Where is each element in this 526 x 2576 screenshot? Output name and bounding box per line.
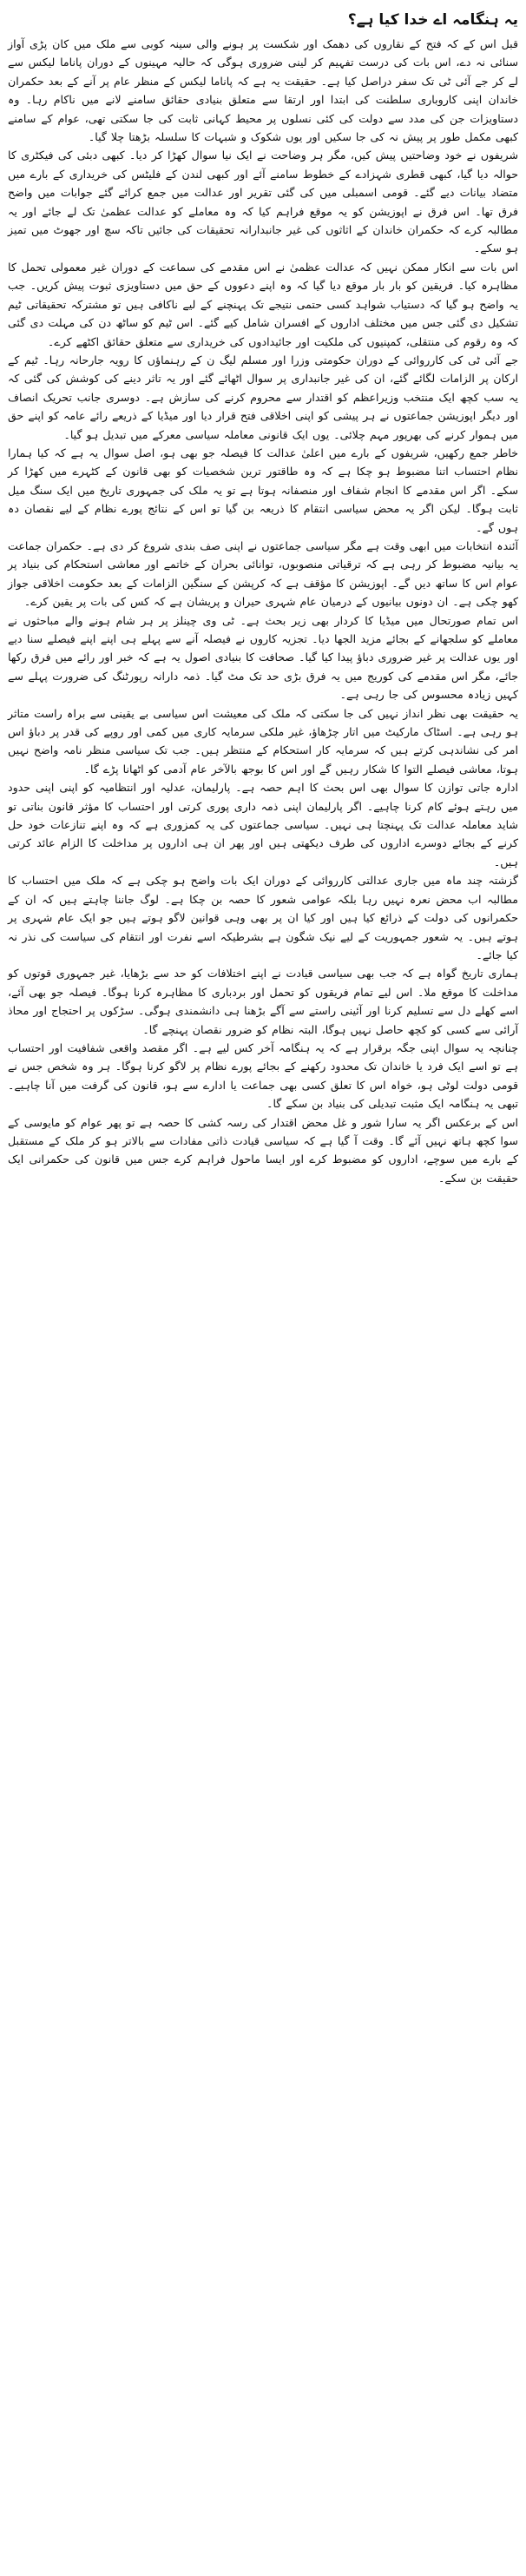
paragraph: یہ حقیقت بھی نظر انداز نہیں کی جا سکتی کہ ملک کی معیشت اس سیاسی بے یقینی سے براہ راست متاثر ہو رہی ہے۔ اسٹاک مارکیٹ میں اتار چڑھاؤ، غیر ملکی سرمایہ کاری میں کمی اور روپے کی قدر پر دباؤ اس امر کی نشاندہی کرتے ہیں کہ سرمایہ کار استحکام کے منتظر ہیں۔ جب تک سیاسی منظر نامہ واضح نہیں ہوتا، معاشی فیصلے التوا کا شکار رہیں گے اور اس کا بوجھ بالآخر عام آدمی کو اٹھانا پڑے گا۔ [8, 706, 518, 776]
paragraph: ادارہ جاتی توازن کا سوال بھی اس بحث کا اہم حصہ ہے۔ پارلیمان، عدلیہ اور انتظامیہ کو اپنی اپنی حدود میں رہتے ہوئے کام کرنا چاہیے۔ اگر پارلیمان اپنی ذمہ داری پوری کرتی اور احتساب کا مؤثر قانون بناتی تو شاید معاملہ عدالت تک پہنچتا ہی نہیں۔ سیاسی جماعتوں کی یہ کمزوری ہے کہ وہ اپنے تنازعات خود حل کرنے کے بجائے دوسرے اداروں کی طرف دیکھتی ہیں اور پھر ان ہی اداروں پر مداخلت کا الزام عائد کرتی ہیں۔ [8, 781, 518, 869]
paragraph: اس کے برعکس اگر یہ سارا شور و غل محض اقتدار کی رسہ کشی کا حصہ ہے تو پھر عوام کو مایوسی کے سوا کچھ ہاتھ نہیں آئے گا۔ وقت آ گیا ہے کہ سیاسی قیادت ذاتی مفادات سے بالاتر ہو کر ملک کے مستقبل کے بارے میں سوچے، اداروں کو مضبوط کرے اور ایسا ماحول فراہم کرے جس میں قانون کی حکمرانی ایک حقیقت بن سکے۔ [8, 1115, 518, 1185]
paragraph: اس بات سے انکار ممکن نہیں کہ عدالت عظمیٰ نے اس مقدمے کی سماعت کے دوران غیر معمولی تحمل کا مظاہرہ کیا۔ فریقین کو بار بار موقع دیا گیا کہ وہ اپنے دعووں کے حق میں دستاویزی ثبوت پیش کریں۔ جب یہ واضح ہو گیا کہ دستیاب شواہد کسی حتمی نتیجے تک پہنچنے کے لیے ناکافی ہیں تو مشترکہ تحقیقاتی ٹیم تشکیل دی گئی جس میں مختلف اداروں کے افسران شامل کیے گئے۔ اس ٹیم کو ساٹھ دن کی مہلت دی گئی کہ وہ رقوم کی منتقلی، کمپنیوں کی ملکیت اور جائیدادوں کی خریداری سے متعلق حقائق اکٹھے کرے۔ [8, 260, 518, 348]
paragraph: چنانچہ یہ سوال اپنی جگہ برقرار ہے کہ یہ ہنگامہ آخر کس لیے ہے۔ اگر مقصد واقعی شفافیت اور احتساب ہے تو اسے ایک فرد یا خاندان تک محدود رکھنے کے بجائے پورے نظام پر لاگو کرنا ہوگا۔ ہر وہ شخص جس نے قومی دولت لوٹی ہو، خواہ اس کا تعلق کسی بھی جماعت یا ادارے سے ہو، قانون کی گرفت میں آنا چاہیے۔ تبھی یہ ہنگامہ ایک مثبت تبدیلی کی بنیاد بن سکے گا۔ [8, 1040, 518, 1111]
paragraph: جے آئی ٹی کی کارروائی کے دوران حکومتی وزرا اور مسلم لیگ ن کے رہنماؤں کا رویہ جارحانہ رہا۔ ٹیم کے ارکان پر الزامات لگائے گئے، ان کی غیر جانبداری پر سوال اٹھائے گئے اور یہ تاثر دینے کی کوشش کی گئی کہ یہ سب کچھ ایک منتخب وزیراعظم کو اقتدار سے محروم کرنے کی سازش ہے۔ دوسری جانب تحریک انصاف اور دیگر اپوزیشن جماعتوں نے ہر پیشی کو اپنی اخلاقی فتح قرار دیا اور میڈیا کے ذریعے رائے عامہ کو اپنے حق میں ہموار کرنے کی بھرپور مہم چلائی۔ یوں ایک قانونی معاملہ سیاسی معرکے میں تبدیل ہو گیا۔ [8, 353, 518, 441]
paragraph: خاطر جمع رکھیں، شریفوں کے بارے میں اعلیٰ عدالت کا فیصلہ جو بھی ہو، اصل سوال یہ ہے کہ کیا ہمارا نظام احتساب اتنا مضبوط ہو چکا ہے کہ وہ طاقتور ترین شخصیات کو بھی قانون کے کٹہرے میں کھڑا کر سکے۔ اگر اس مقدمے کا انجام شفاف اور منصفانہ ہوتا ہے تو یہ ملک کی جمہوری تاریخ میں ایک سنگ میل ثابت ہوگا۔ لیکن اگر یہ محض سیاسی انتقام کا ذریعہ بن گیا تو اس کے نتائج پورے نظام کے لیے نقصان دہ ہوں گے۔ [8, 446, 518, 534]
paragraph: گزشتہ چند ماہ میں جاری عدالتی کارروائی کے دوران ایک بات واضح ہو چکی ہے کہ ملک میں احتساب کا مطالبہ اب محض نعرہ نہیں رہا بلکہ عوامی شعور کا حصہ بن چکا ہے۔ لوگ جاننا چاہتے ہیں کہ ان کے حکمرانوں کی دولت کے ذرائع کیا ہیں اور کیا ان پر بھی وہی قوانین لاگو ہوتے ہیں جو ایک عام شہری پر ہوتے ہیں۔ یہ شعور جمہوریت کے لیے نیک شگون ہے بشرطیکہ اسے نفرت اور انتقام کی سیاست کی نذر نہ کیا جائے۔ [8, 874, 518, 961]
paragraph: ہماری تاریخ گواہ ہے کہ جب بھی سیاسی قیادت نے اپنے اختلافات کو حد سے بڑھایا، غیر جمہوری قوتوں کو مداخلت کا موقع ملا۔ اس لیے تمام فریقوں کو تحمل اور بردباری کا مظاہرہ کرنا ہوگا۔ فیصلہ جو بھی آئے، اسے کھلے دل سے تسلیم کرنا اور آئینی راستے سے آگے بڑھنا ہی دانشمندی ہوگی۔ سڑکوں پر احتجاج اور محاذ آرائی سے کسی کو کچھ حاصل نہیں ہوگا، البتہ نظام کو ضرور نقصان پہنچے گا۔ [8, 967, 518, 1036]
headline: یہ ہنگامہ اے خدا کیا ہے؟ [347, 11, 518, 29]
article-body [8, 35, 518, 1187]
paragraph: شریفوں نے خود وضاحتیں پیش کیں، مگر ہر وضاحت نے ایک نیا سوال کھڑا کر دیا۔ کبھی دبئی کی فیکٹری کا حوالہ دیا گیا، کبھی قطری شہزادے کے خطوط سامنے آئے اور کبھی لندن کے فلیٹس کی خریداری کے بارے میں متضاد بیانات دیے گئے۔ قومی اسمبلی میں کی گئی تقریر اور عدالت میں جمع کرائے گئے جوابات میں واضح فرق تھا۔ اس فرق نے اپوزیشن کو یہ موقع فراہم کیا کہ وہ معاملے کو عدالت عظمیٰ تک لے جائے اور یہ مطالبہ کرے کہ حکمران خاندان کے اثاثوں کی غیر جانبدارانہ تحقیقات کی جائیں تاکہ سچ اور جھوٹ میں تمیز ہو سکے۔ [8, 149, 518, 255]
paragraph: قبل اس کے کہ فتح کے نقاروں کی دھمک اور شکست پر ہونے والی سینہ کوبی سے ملک میں کان پڑی آواز سنائی نہ دے، اس بات کی درست تفہیم کر لینی ضروری ہوگی کہ حالیہ مہینوں کے دوران پاناما لیکس سے لے کر جے آئی ٹی تک سفر دراصل کیا ہے۔ حقیقت یہ ہے کہ پاناما لیکس کے منظر عام پر آنے کے بعد حکمران خاندان اپنی کاروباری سلطنت کی ابتدا اور ارتقا سے متعلق بنیادی حقائق سامنے لانے میں ناکام رہا۔ وہ دستاویزات جن کی مدد سے دولت کی کئی نسلوں پر محیط کہانی ثابت کی جا سکتی تھی، عوام کے سامنے کبھی مکمل طور پر پیش نہ کی جا سکیں اور یوں شکوک و شبہات کا سلسلہ بڑھتا چلا گیا۔ [8, 37, 518, 144]
paragraph: اس تمام صورتحال میں میڈیا کا کردار بھی زیر بحث ہے۔ ٹی وی چینلز پر ہر شام ہونے والے مباحثوں نے معاملے کو سلجھانے کے بجائے مزید الجھا دیا۔ تجزیہ کاروں نے فیصلہ آنے سے پہلے ہی اپنے اپنے فیصلے سنا دیے اور یوں عدالت پر غیر ضروری دباؤ پیدا کیا گیا۔ صحافت کا بنیادی اصول یہ ہے کہ خبر اور رائے میں فرق رکھا جائے، مگر اس مقدمے کی کوریج میں یہ فرق بڑی حد تک مٹ گیا۔ ذمہ دارانہ رپورٹنگ کی ضرورت پہلے سے کہیں زیادہ محسوس کی جا رہی ہے۔ [8, 613, 518, 702]
paragraph: آئندہ انتخابات میں ابھی وقت ہے مگر سیاسی جماعتوں نے اپنی صف بندی شروع کر دی ہے۔ حکمران جماعت یہ بیانیہ مضبوط کر رہی ہے کہ ترقیاتی منصوبوں، توانائی بحران کے خاتمے اور معاشی استحکام کی بنیاد پر عوام اس کا ساتھ دیں گے۔ اپوزیشن کا مؤقف ہے کہ کرپشن کے سنگین الزامات کے بعد حکومت اخلاقی جواز کھو چکی ہے۔ ان دونوں بیانیوں کے درمیان عام شہری حیران و پریشان ہے کہ کس کی بات پر یقین کرے۔ [8, 538, 518, 609]
